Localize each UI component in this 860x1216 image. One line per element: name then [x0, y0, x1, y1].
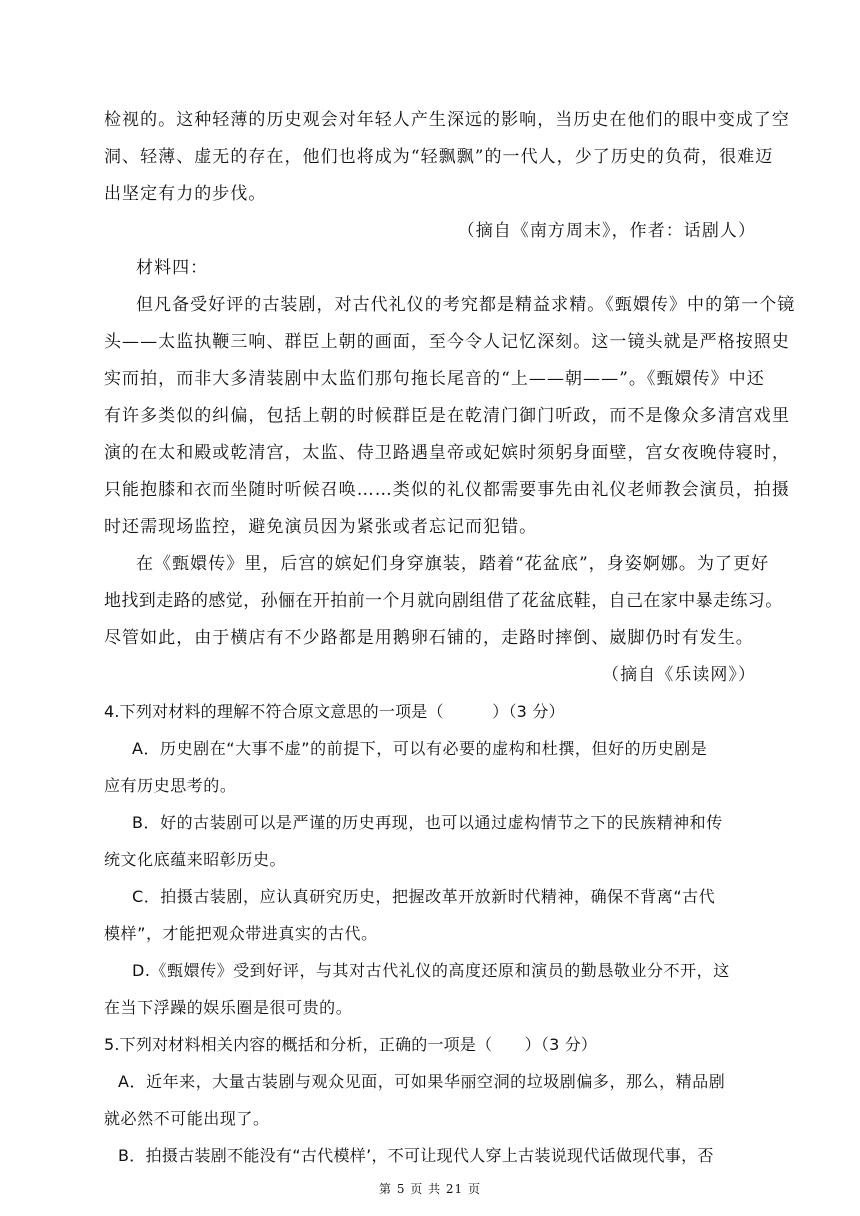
passage-line: 时还需现场监控，避免演员因为紧张或者忘记而犯错。 [104, 517, 538, 537]
q4-option-a: A．历史剧在“大事不虚”的前提下，可以有必要的虚构和杜撰，但好的历史剧是 [132, 739, 708, 758]
question-5-stem: 5.下列对材料相关内容的概括和分析，正确的一项是（ ）（3 分） [104, 1035, 598, 1054]
material-heading: 材料四： [136, 258, 209, 278]
passage-line: 检视的。这种轻薄的历史观会对年轻人产生深远的影响，当历史在他们的眼中变成了空 [104, 110, 790, 130]
q4-option-a-cont: 应有历史思考的。 [104, 776, 237, 795]
passage-line: 但凡备受好评的古装剧，对古代礼仪的考究都是精益求精。《甄嬛传》中的第一个镜 [136, 295, 796, 315]
passage-line: 头——太监执鞭三响、群臣上朝的画面，至今令人记忆深刻。这一镜头就是严格按照史 [104, 332, 790, 352]
passage-line: 实而拍，而非大多清装剧中太监们那句拖长尾音的“上——朝——”。《甄嬛传》中还 [104, 369, 765, 389]
q4-option-d: D.《甄嬛传》受到好评，与其对古代礼仪的高度还原和演员的勤恳敬业分不开，这 [132, 961, 730, 980]
q4-option-c: C．拍摄古装剧，应认真研究历史，把握改革开放新时代精神，确保不背离“古代 [132, 887, 716, 906]
q4-option-c-cont: 模样”，才能把观众带进真实的古代。 [104, 924, 378, 943]
q4-option-b-cont: 统文化底蕴来昭彰历史。 [104, 850, 287, 869]
q5-option-a-cont: 就必然不可能出现了。 [104, 1109, 270, 1128]
source-citation: （摘自《南方周末》，作者：话剧人） [457, 221, 756, 241]
passage-line: 洞、轻薄、虚无的存在，他们也将成为“轻飘飘”的一代人，少了历史的负荷，很难迈 [104, 147, 774, 167]
passage-line: 有许多类似的纠偏，包括上朝的时候群臣是在乾清门御门听政，而不是像众多清宫戏里 [104, 406, 790, 426]
passage-line: 出坚定有力的步伐。 [104, 184, 267, 204]
passage-line: 地找到走路的感觉，孙俪在开拍前一个月就向剧组借了花盆底鞋，自己在家中暴走练习。 [104, 591, 783, 611]
passage-line: 演的在太和殿或乾清宫，太监、侍卫路遇皇帝或妃嫔时须躬身面壁，宫女夜晚侍寝时， [104, 443, 790, 463]
source-citation: （摘自《乐读网》） [602, 665, 756, 685]
q5-option-b: B．拍摄古装剧不能没有“古代模样’，不可让现代人穿上古装说现代话做现代事，否 [118, 1146, 714, 1165]
passage-line: 在《甄嬛传》里，后宫的嫔妃们身穿旗装，踏着“花盆底”，身姿婀娜。为了更好 [136, 554, 770, 574]
page-footer: 第 5 页 共 21 页 [379, 1182, 481, 1196]
q4-option-d-cont: 在当下浮躁的娱乐圈是很可贵的。 [104, 998, 353, 1017]
q5-option-a: A．近年来，大量古装剧与观众见面，可如果华丽空洞的垃圾剧偏多，那么，精品剧 [118, 1072, 726, 1091]
question-4-stem: 4.下列对材料的理解不符合原文意思的一项是（ ）（3 分） [104, 702, 565, 721]
passage-line: 尽管如此，由于横店有不少路都是用鹅卵石铺的，走路时摔倒、崴脚仍时有发生。 [104, 628, 754, 648]
q4-option-b: B．好的古装剧可以是严谨的历史再现，也可以通过虚构情节之下的民族精神和传 [132, 813, 723, 832]
passage-line: 只能抱膝和衣而坐随时听候召唤……类似的礼仪都需要事先由礼仪老师教会演员，拍摄 [104, 480, 790, 500]
